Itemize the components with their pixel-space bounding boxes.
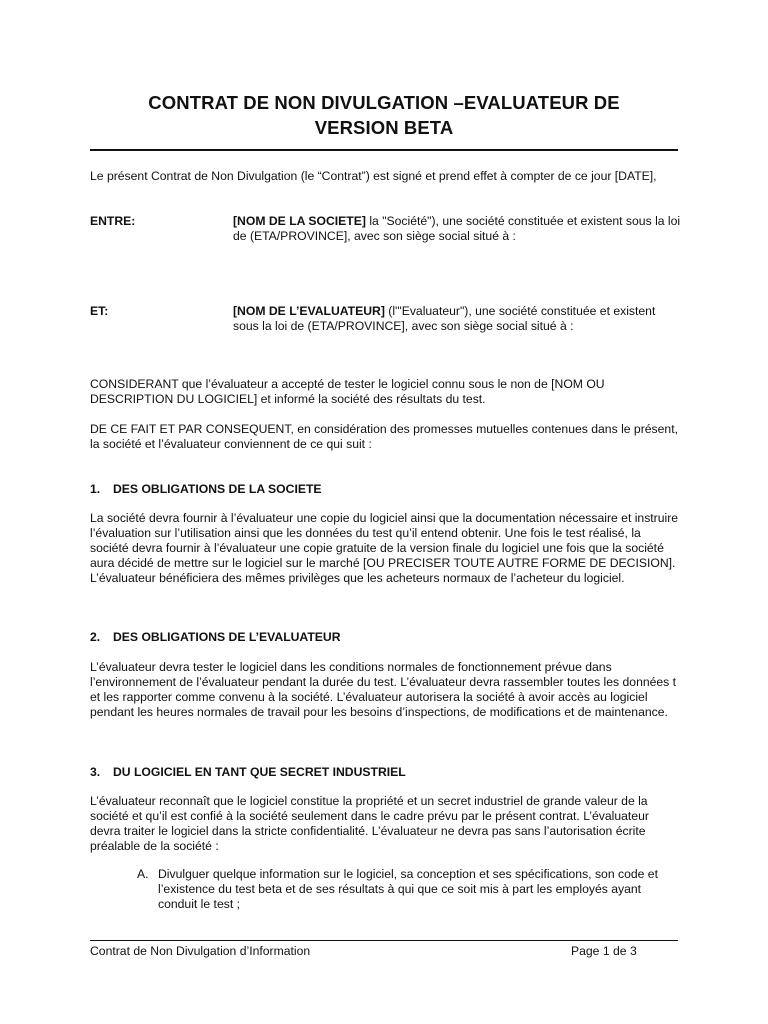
section-3-title: DU LOGICIEL EN TANT QUE SECRET INDUSTRIEL (113, 765, 406, 779)
section-1-body: La société devra fournir à l’évaluateur une copie du logiciel ainsi que la documentation nécessaire et instruire l’évaluation sur l’utilisation ainsi que les données du test qu’il entend obtenir. Une fois le test réalisé, la société devra fournir à l’évaluateur une copie gratuite de la version finale du logiciel une fois que la société aura décidé de mettre sur le logiciel sur le marché [OU PRECISER TOUTE AUTRE FORME DE DECISION]. L’évaluateur bénéficiera des mêmes privilèges que les acheteurs normaux de l’acheteur du logiciel. (90, 511, 679, 585)
document-title (90, 90, 678, 140)
party1-name: [NOM DE LA SOCIETE] (233, 214, 366, 228)
party1-text (233, 214, 681, 244)
list-item-a-letter: A. (137, 867, 149, 881)
section-2-number: 2. (90, 630, 101, 644)
list-item-a-text: Divulguer quelque information sur le logiciel, sa conception et ses spécifications, son code et l’existence du test beta et de ses résultats à qui que ce soit mis à part les employés ayant conduit le test ; (158, 867, 658, 911)
section-3-number: 3. (90, 765, 101, 779)
de-ce-fait-paragraph: DE CE FAIT ET PAR CONSEQUENT, en considération des promesses mutuelles contenues dans le présent, la société et l’évaluateur conviennent de ce qui suit : (90, 422, 678, 451)
section-3-heading (90, 765, 406, 780)
title-line-2: VERSION BETA (314, 117, 454, 138)
section-1-number: 1. (90, 482, 101, 496)
footer-divider (90, 940, 678, 941)
party2-label: ET: (90, 304, 109, 318)
intro-paragraph: Le présent Contrat de Non Divulgation (le “Contrat”) est signé et prend effet à compter de ce jour [DATE], (90, 169, 657, 183)
party1-description: la "Société"), une société constituée et existent sous la loi de (ETA/PROVINCE], avec son siège social situé à : (233, 214, 681, 243)
section-1-heading (90, 482, 322, 497)
party2-text (233, 304, 681, 334)
party2-description: (l'"Evaluateur"), une société constituée et existent sous la loi de (ETA/PROVINCE], avec son siège social situé à : (233, 304, 656, 333)
footer-document-title: Contrat de Non Divulgation d’Information (90, 944, 311, 958)
section-2-body: L’évaluateur devra tester le logiciel dans les conditions normales de fonctionnement prévue dans l’environnement de l’évaluateur pendant la durée du test. L’évaluateur devra rassembler toutes les données t et les rapporter comme convenu à la société. L’évaluateur autorisera la société à avoir accès au logiciel pendant les heures normales de travail pour les besoins d’inspections, de modifications et de maintenance. (90, 660, 677, 719)
section-1-title: DES OBLIGATIONS DE LA SOCIETE (113, 482, 322, 496)
section-3-body: L’évaluateur reconnaît que le logiciel constitue la propriété et un secret industriel de grande valeur de la société et qu’il est confié à la société seulement dans le cadre prévu par le présent contrat. L’évaluateur devra traiter le logiciel dans la stricte confidentialité. L’évaluateur ne devra pas sans l’autorisation écrite préalable de la société : (90, 794, 649, 853)
section-2-heading (90, 630, 341, 645)
considerant-paragraph: CONSIDERANT que l’évaluateur a accepté de tester le logiciel connu sous le non de [NOM OU DESCRIPTION DU LOGICIEL] et informé la société des résultats du test. (90, 377, 605, 406)
party1-label: ENTRE: (90, 214, 136, 228)
title-underline (90, 149, 678, 151)
title-line-1: CONTRAT DE NON DIVULGATION –EVALUATEUR DE (148, 92, 620, 113)
party2-name: [NOM DE L’EVALUATEUR] (233, 304, 385, 318)
footer-page-number: Page 1 de 3 (571, 944, 637, 958)
section-2-title: DES OBLIGATIONS DE L’EVALUATEUR (113, 630, 341, 644)
